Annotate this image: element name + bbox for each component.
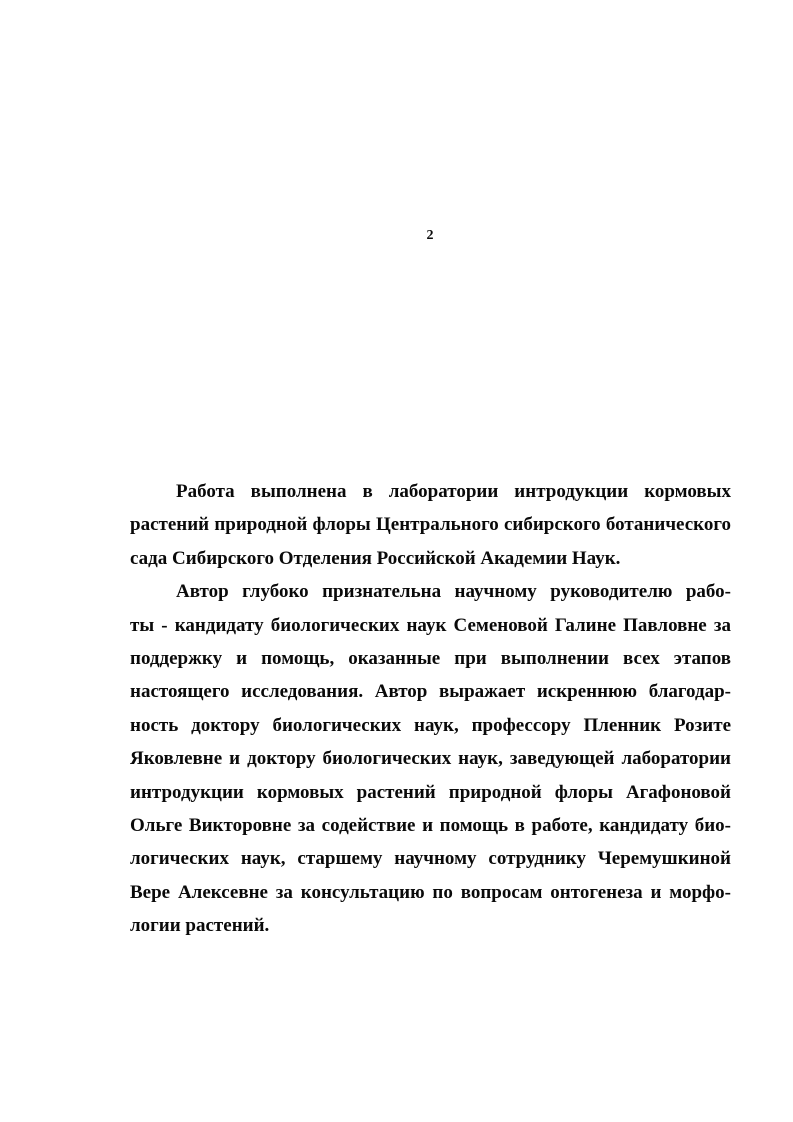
- text-line: логии растений.: [130, 915, 270, 937]
- text-line: сада Сибирского Отделения Российской Академии Наук.: [130, 547, 621, 569]
- text-line: Автор глубоко признательна научному руководителю рабо-: [176, 581, 731, 603]
- paragraph-work-location: [130, 475, 731, 575]
- text-line: ты - кандидату биологических наук Семеновой Галине Павловне за: [130, 614, 731, 636]
- text-line: настоящего исследования. Автор выражает искреннюю благодар-: [130, 681, 731, 703]
- text-line: поддержку и помощь, оказанные при выполнении всех этапов: [130, 648, 731, 670]
- text-line: Вере Алексевне за консультацию по вопросам онтогенеза и морфо-: [130, 881, 731, 903]
- paragraph-gratitude: [130, 575, 731, 942]
- text-line: Яковлевне и доктору биологических наук, заведующей лаборатории: [130, 748, 731, 770]
- acknowledgements-text: [130, 475, 731, 943]
- text-line: логических наук, старшему научному сотруднику Черемушкиной: [130, 848, 731, 870]
- page-number: 2: [426, 228, 434, 243]
- text-line: растений природной флоры Центрального сибирского ботанического: [130, 514, 731, 536]
- text-line: ность доктору биологических наук, профессору Пленник Розите: [130, 714, 731, 736]
- text-line: Ольге Викторовне за содействие и помощь в работе, кандидату био-: [130, 815, 731, 837]
- text-line: интродукции кормовых растений природной флоры Агафоновой: [130, 781, 731, 803]
- text-line: Работа выполнена в лаборатории интродукции кормовых: [176, 481, 731, 502]
